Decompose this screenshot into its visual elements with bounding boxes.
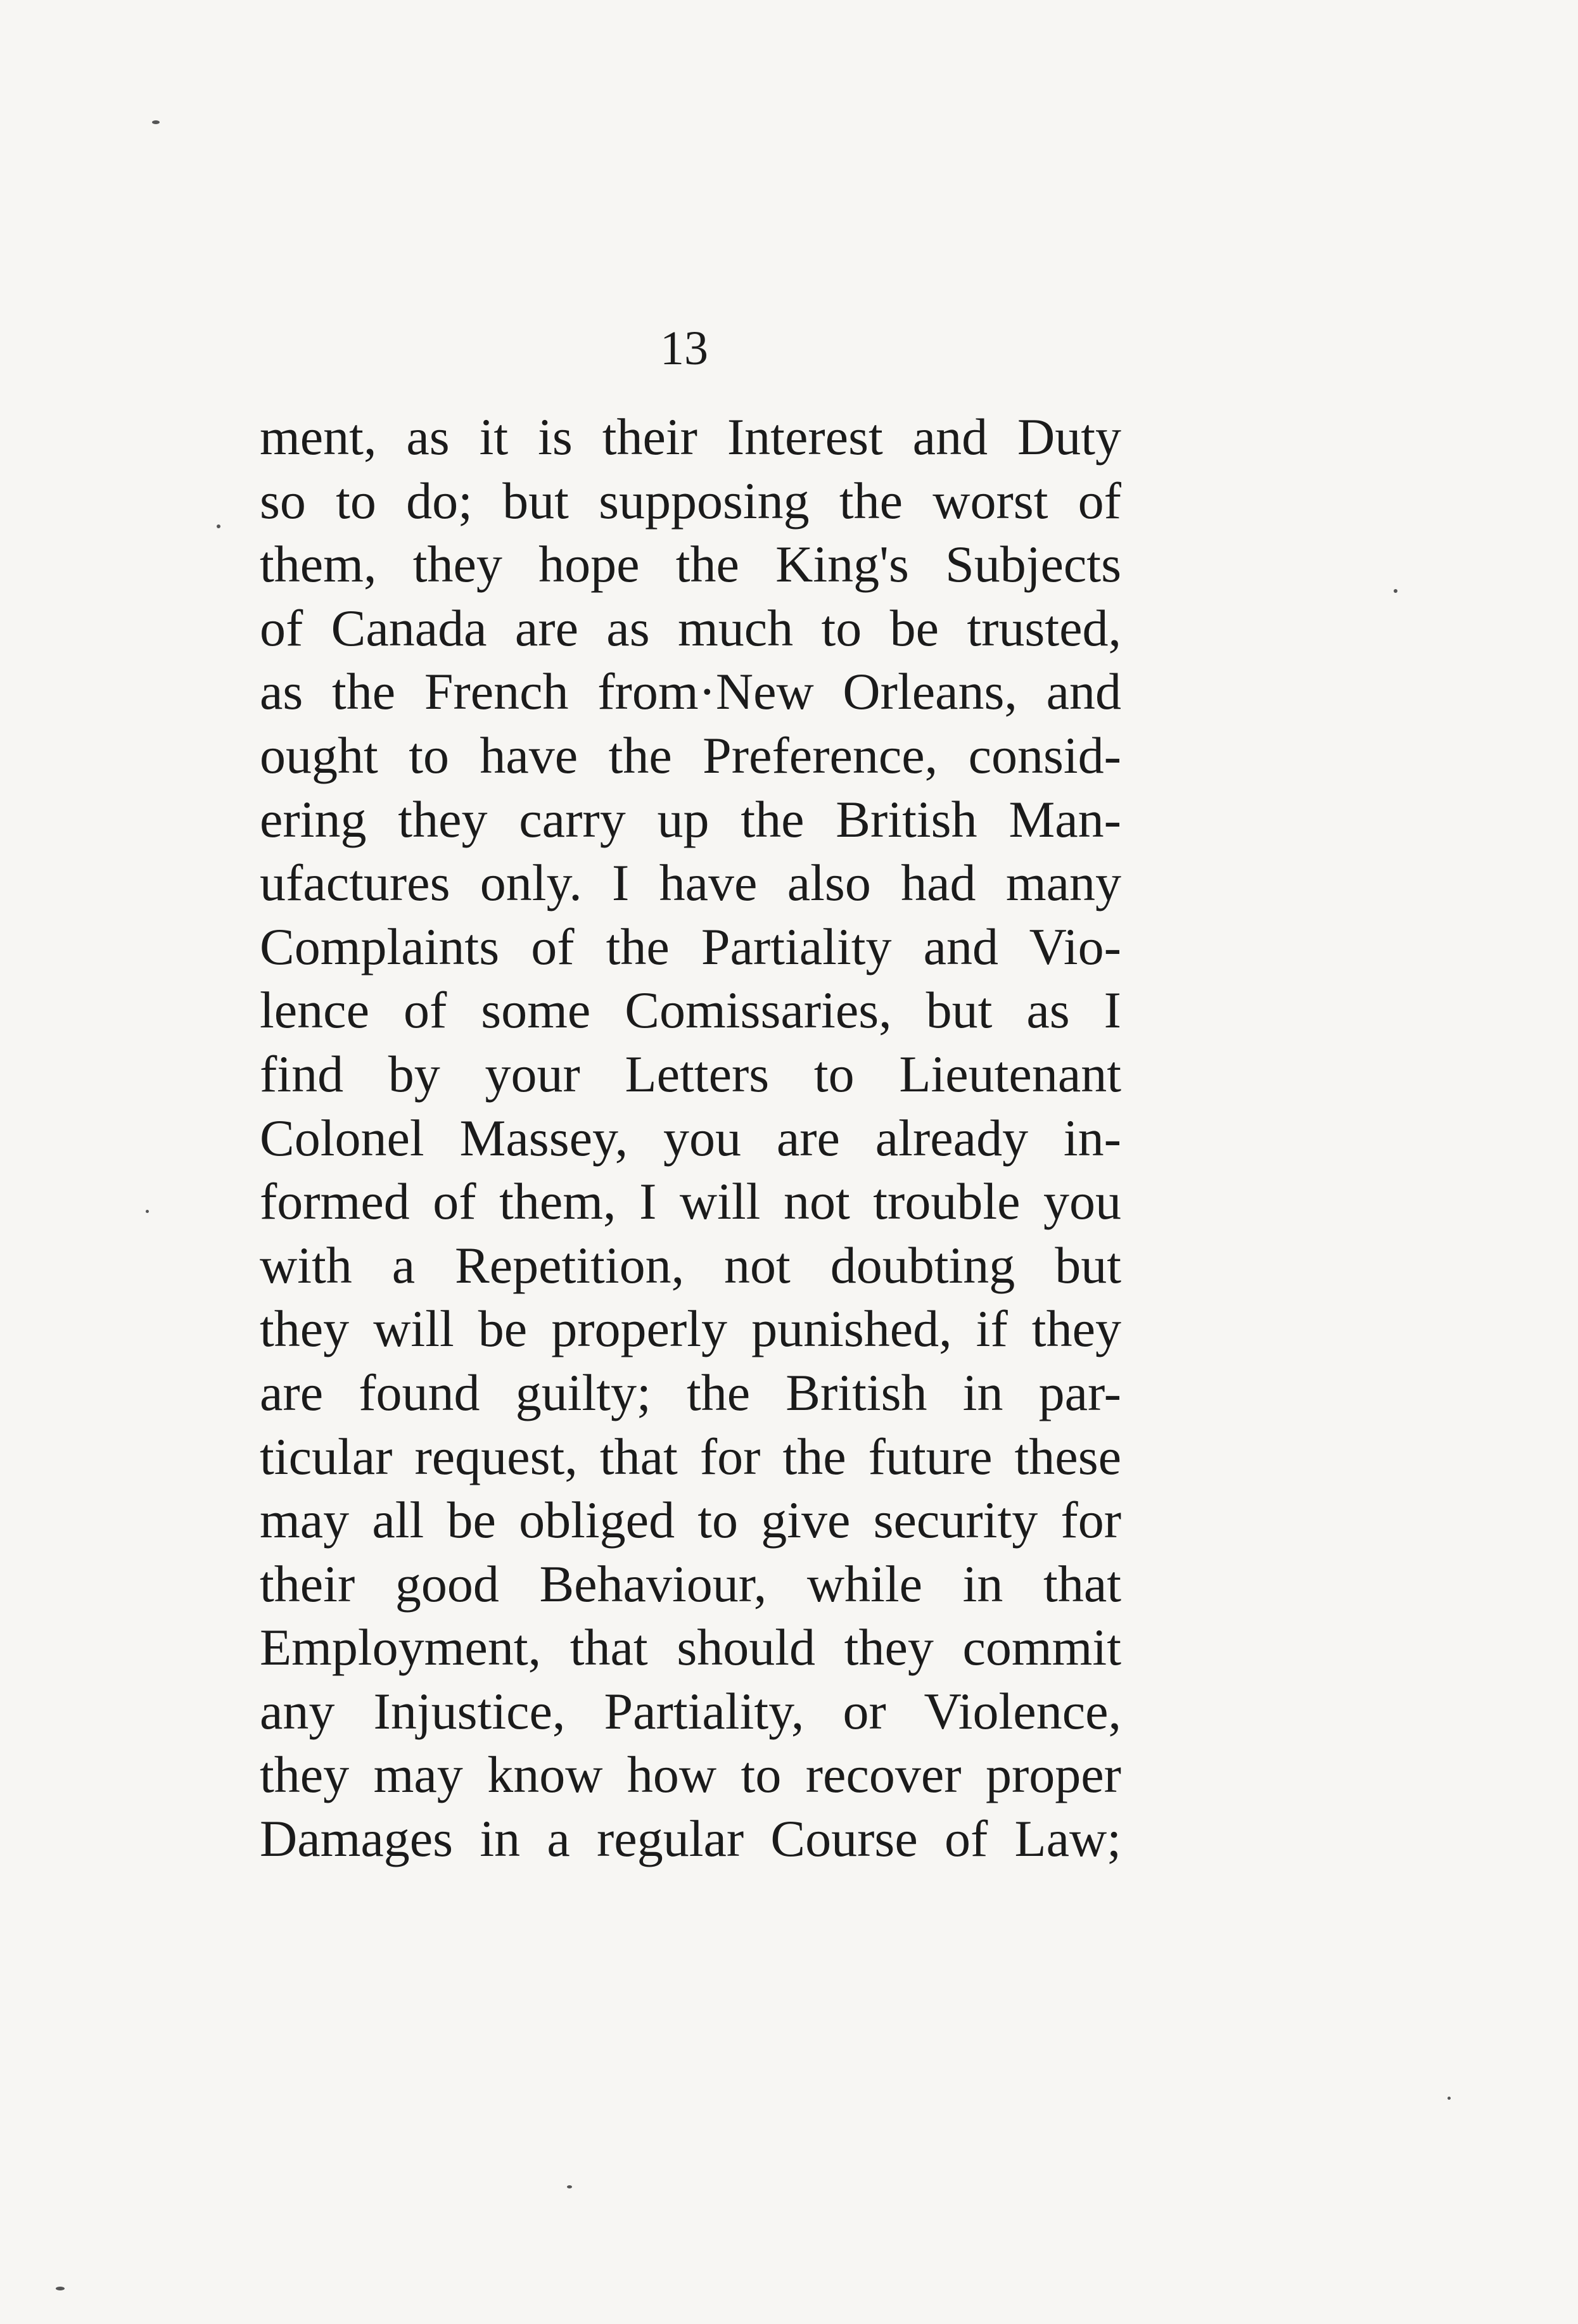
body-text [260,405,1121,1871]
text-line: with a Repetition, not doubting but [260,1236,1121,1294]
page-number: 13 [660,322,708,375]
paper-speck [56,2287,65,2290]
text-line: as the French from·New Orleans, and [260,663,1121,721]
text-line: of Canada are as much to be trusted, [260,599,1121,657]
text-line: ought to have the Preference, consid- [260,726,1121,784]
text-line: Damages in a regular Course of Law; [260,1810,1121,1868]
text-line: ment, as it is their Interest and Duty [260,408,1121,466]
text-line: their good Behaviour, while in that [260,1554,1121,1613]
paper-speck [152,120,160,124]
paper-speck [567,2185,572,2188]
paper-speck [1448,2097,1451,2100]
text-line: they will be properly punished, if they [260,1300,1121,1358]
text-line: find by your Letters to Lieutenant [260,1045,1121,1103]
text-line: ticular request, that for the future these [260,1427,1121,1485]
text-line: may all be obliged to give security for [260,1491,1121,1549]
text-line: Employment, that should they commit [260,1618,1121,1677]
text-line: lence of some Comissaries, but as I [260,981,1121,1039]
text-line: ering they carry up the British Man- [260,790,1121,848]
text-line: Complaints of the Partiality and Vio- [260,917,1121,975]
text-line: them, they hope the King's Subjects [260,535,1121,594]
text-line: any Injustice, Partiality, or Violence, [260,1682,1121,1740]
text-line: they may know how to recover proper [260,1746,1121,1804]
paper-speck [146,1210,149,1213]
paper-speck [217,524,220,528]
text-line: so to do; but supposing the worst of [260,471,1121,530]
text-line: ufactures only. I have also had many [260,854,1121,912]
text-line: are found guilty; the British in par- [260,1363,1121,1421]
text-line: Colonel Massey, you are already in- [260,1108,1121,1167]
text-line: formed of them, I will not trouble you [260,1172,1121,1231]
paper-speck [1394,589,1397,593]
